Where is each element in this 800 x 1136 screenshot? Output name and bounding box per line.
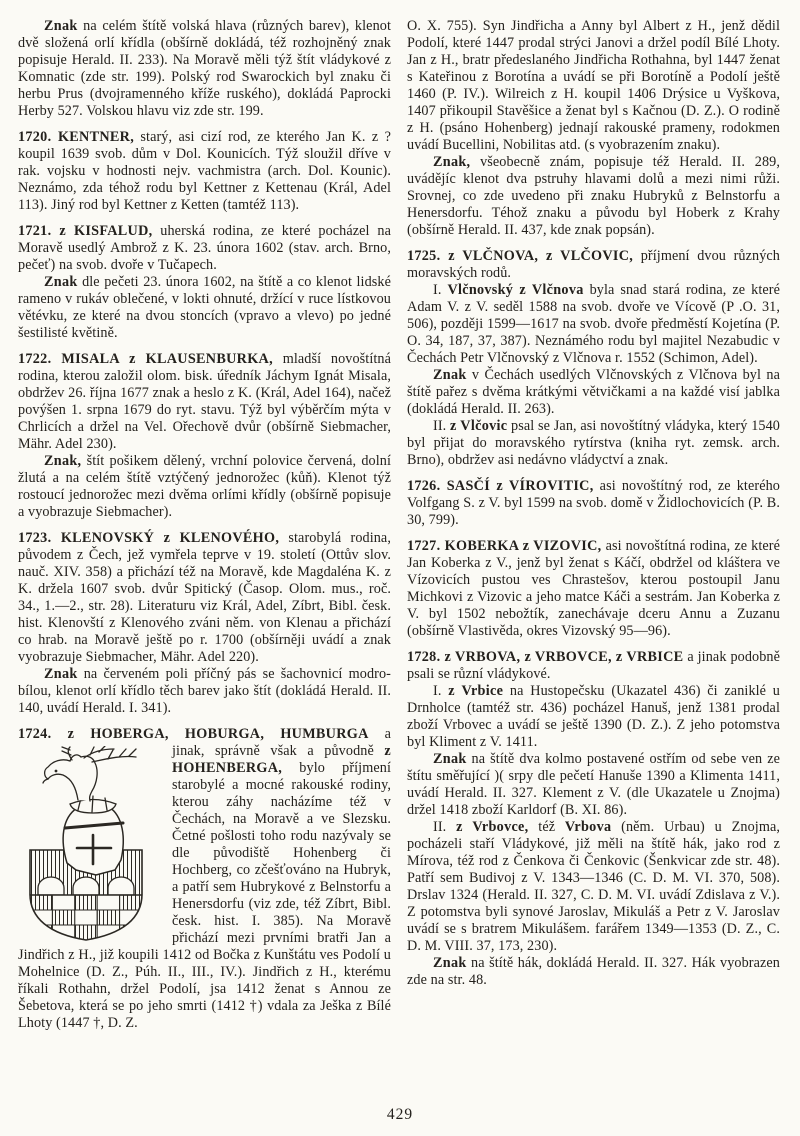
roman-numeral: II. bbox=[433, 819, 457, 835]
roman-numeral: I. bbox=[433, 683, 449, 699]
entry-1728-section-1 bbox=[407, 683, 780, 751]
paragraph-text: v Čechách usedlých Vlčnovských z Vlčnova byl na štítě pařez s dvěma krátkými větvičkami a na každé visí jablka (dokládá Herald. II. 263). bbox=[407, 367, 780, 417]
entry-1724-text: bylo příjmení starobylé a mocné rakouské rodiny, kterou záhy nacházíme též v Čechách, na Moravě a ve Slezsku. Četné pošlosti toho rodu nazývaly se dle původiště Hohenberg či Hochberg, co zčešťováno na Hubryk, a patří sem Hubrykové z Belnstorfu a Henersdorfu (viz zde, též Zíbrt, Bibl. česk. hist. I. 385). Na Moravě přichází mezi prvními bratři Jan a Jindřich z H., již koupili 1412 od Bočka z Kunštátu ves Podolí u Mohelnice (D. Z., Púh. II., III., IV.). Jindřich z H., kterému říkali Rothahn, držel Podolí, jsa 1412 ženat s Annou ze Šebetova, která se po jeho smrti (1412 †) vdala za Ješka z Bílé Lhoty (1447 †, D. Z. bbox=[18, 760, 391, 1031]
znak-lead: Znak, bbox=[44, 453, 82, 469]
entry-1724-heading-line bbox=[18, 726, 391, 743]
entry-1728-znak-1 bbox=[407, 751, 780, 819]
entry-1724-bold-hohenberga: z HOHENBERGA, bbox=[172, 743, 391, 776]
entry-1724-znak bbox=[407, 154, 780, 239]
entry-1724-body bbox=[18, 743, 391, 1032]
paragraph-text: na červeném poli příčný pás se šachovnicí modro-bílou, klenot orlí křídlo těch barev jako štít (dokládá Herald. II. 140, uvádí Herald. I. 341). bbox=[18, 666, 391, 716]
entry-1726-text: asi novoštítný rod, ze kterého Volfgang S. z V. byl 1599 na svob. domě v Židlochovicích (P. B. 30, 799). bbox=[407, 478, 780, 528]
page-number: 429 bbox=[386, 1106, 414, 1123]
entry-1728-section-2 bbox=[407, 819, 780, 955]
left-column bbox=[18, 18, 391, 1104]
entry-1725-section-2 bbox=[407, 418, 780, 469]
entry-1720-text: starý, asi cizí rod, ze kterého Jan K. z ? koupil 1639 svob. dům v Dol. Kounicích. Týž sloužil dříve v rak. vojsku v hodnosti nejv. vachmistra (arch. Dol. Kounic). Neznámo, zda téhož rodu byl Kettner z Kettenau (Král, Adel 113). Jiný rod byl Kettner z Ketten (tamtéž 113). bbox=[18, 129, 391, 213]
entry-1727-heading: 1727. KOBERKA z VIZOVIC, bbox=[407, 538, 602, 554]
stag-head-crest bbox=[43, 746, 136, 801]
helm bbox=[63, 803, 123, 875]
roman-numeral: I. bbox=[433, 282, 448, 298]
entry-1723-heading: 1723. KLENOVSKÝ z KLENOVÉHO, bbox=[18, 530, 280, 546]
entry-1723 bbox=[18, 530, 391, 666]
paragraph-text: na štítě dva kolmo postavené ostřím od sebe ven ze štítu směřující )( srpy dle pečetí Hanuše 1390 a Klimenta 1411, uvádí Herald. II. 327. Klement z V. (dle Ukazatele u Znojma) držel 1418 zboží Karldorf (B. XI. 86). bbox=[407, 751, 780, 818]
entry-1721-text: uherská rodina, ze které pocházel na Moravě usedlý Ambrož z K. 23. února 1602 (stav. arch. Brno, pečeť) na svob. dvoře v Tučapech. bbox=[18, 223, 391, 273]
entry-1723-text: starobylá rodina, původem z Čech, jež vymřela teprve v 19. století (Ottův slov. nauč. XIV. 358) a přichází též na Moravě, kde Magdaléna K. z K. držela 1607 svob. dvůr Spitický (Časop. Olom. mus., roč. 34., 1.—2., str. 28). Literaturu viz Král, Adel, Zíbrt, Bibl. česk. hist. Klenovští z Klenového zváni něm. von Klenau a přichází co hrab. na Moravě ještě po r. 1700 (obšírněji uvádí a znak vyobrazuje Siebmacher, Mähr. Adel 220). bbox=[18, 530, 391, 665]
entry-1725-heading: 1725. z VLČNOVA, z VLČOVIC, bbox=[407, 248, 634, 264]
znak-lead: Znak bbox=[433, 955, 467, 971]
znak-lead: Znak bbox=[44, 666, 78, 682]
right-column bbox=[407, 18, 780, 1104]
entry-1721 bbox=[18, 223, 391, 274]
znak-lead: Znak bbox=[44, 18, 78, 34]
entry-1724-heading: 1724. z HOBERGA, HOBURGA, HUMBURGA bbox=[18, 726, 369, 742]
paragraph-text: na celém štítě volská hlava (různých barev), klenot dvě složená orlí křídla (obšírně dokládá, též rozhojněný znak popisuje Herald. II. 233). Na Moravě měli týž štít vládykové z Komnatic (zde str. 199). Polský rod Swarockich byl znaku či herbu Prus (dvojramenného kříže ruského), dokládá Paprocki Herby 527. Volskou hlavu viz zde str. 199. bbox=[18, 18, 391, 119]
family-name-bold: Vlčnovský z Vlčnova bbox=[447, 282, 584, 298]
znak-lead: Znak bbox=[433, 367, 467, 383]
entry-1727 bbox=[407, 538, 780, 640]
paragraph-text: na štítě hák, dokládá Herald. II. 327. Hák vyobrazen zde na str. 48. bbox=[407, 955, 780, 988]
family-name-bold: z Vrbovce, bbox=[456, 819, 529, 835]
entry-1728-heading: 1728. z VRBOVA, z VRBOVCE, z VRBICE bbox=[407, 649, 684, 665]
paragraph-text: štít pošikem dělený, vrchní polovice červená, dolní žlutá a na celém štítě vztýčený jednorožec (kůň). Klenot týž rostoucí jednorožec mezi dvěma orlími křídly (obšírně popisuje a vyobrazuje Siebmacher). bbox=[18, 453, 391, 520]
entry-1721-heading: 1721. z KISFALUD, bbox=[18, 223, 153, 239]
coat-of-arms-group bbox=[30, 746, 142, 940]
entry-1728-znak-2 bbox=[407, 955, 780, 989]
roman-numeral: II. bbox=[433, 418, 451, 434]
entry-1728-text: a jinak podobně psali se různí vládykové. bbox=[407, 649, 780, 682]
entry-1724-text-pre: jinak, správně však a původně bbox=[172, 743, 385, 759]
entry-1720 bbox=[18, 129, 391, 214]
entry-1726 bbox=[407, 478, 780, 529]
torse bbox=[70, 796, 116, 813]
entry-1722-text: mladší novoštítná rodina, kterou založil olom. bisk. úředník Jáchym Ignát Misala, obdržev 26. října 1677 znak a heslo z K. (Král, Adel 164), načež povýšen 1. srpna 1679 do ryt. stavu. Týž byl výběrčím mýta v Chrlicích a držel na Vel. Ořechově dvůr (obšírně Siebmacher, Mähr. Adel 230). bbox=[18, 351, 391, 452]
entry-1725-znak bbox=[407, 367, 780, 418]
entry-1726-heading: 1726. SASČÍ z VÍROVITIC, bbox=[407, 478, 594, 494]
znak-lead: Znak, bbox=[433, 154, 471, 170]
entry-1720-heading: 1720. KENTNER, bbox=[18, 129, 135, 145]
paragraph-znak-continuation bbox=[18, 18, 391, 120]
paragraph-text: byla snad stará rodina, ze které Adam V. z V. seděl 1588 na svob. dvoře ve Vícově (P .O. 31, 506), později 1599—1617 na svob. dvoře předměstí Kojetína (P. O. 34, 187, 37, 387). Neznámého rodu byl majitel Nezabudic v Čechách Petr Vlčnovský z Vlčnova r. 1552 (Schimon, Adel). bbox=[407, 282, 780, 366]
entry-1728 bbox=[407, 649, 780, 683]
paragraph-1724-continuation bbox=[407, 18, 780, 154]
entry-1723-znak bbox=[18, 666, 391, 717]
znak-lead: Znak bbox=[44, 274, 78, 290]
entry-1724-heading-tail: a bbox=[368, 726, 391, 742]
paragraph-text: též bbox=[528, 819, 565, 835]
paragraph-text: psal se Jan, asi novoštítný vládyka, který 1540 byl přijat do moravského rytírstva (kniha ryt. zemsk. arch. Brno), obdržev asi nedávno vládyctví a znak. bbox=[407, 418, 780, 468]
entry-1722 bbox=[18, 351, 391, 453]
family-name-bold: z Vlčovic bbox=[450, 418, 508, 434]
paragraph-text: dle pečeti 23. února 1602, na štítě a co klenot lidské rameno v rukáv oblečené, v lokti ohnuté, držící v ruce lístkovou větévku, ze které na dvou stoncích (vpravo a vlevo) po jedné šestilisté květině. bbox=[18, 274, 391, 341]
family-name-bold: z Vrbice bbox=[448, 683, 504, 699]
entry-1727-text: asi novoštítná rodina, ze které Jan Koberka z V., jenž byl ženat s Káčí, obdržel od kláštera ve Vízovicích pustou ves Chrastešov, kterou postoupil Janu Michkovi z Vizovic a jeho matce Káči a sestrám. Jan Koberka z V. byl 1502 nebožtík, zanechávaje dceru Annu a Zuzanu (obšírně Vlastivěda, okres Vizovský 95—96). bbox=[407, 538, 780, 639]
text-columns bbox=[18, 18, 780, 1104]
entry-1725-text: příjmení dvou různých moravských rodů. bbox=[407, 248, 780, 281]
entry-1725 bbox=[407, 248, 780, 282]
entry-1721-znak bbox=[18, 274, 391, 342]
paragraph-text: na Hustopečsku (Ukazatel 436) či zaniklé u Drnholce (tamtéž str. 436) pocházel Hanuš, jenž 1381 prodal zboží Vrbovec a uvádí se ještě 1390 (D. Z.). Z jeho potomstva byl Kliment z V. 1411. bbox=[407, 683, 780, 750]
paragraph-text: (něm. Urbau) u Znojma, pocházeli staří Vládykové, již měli na štítě hák, jako rod z Mírova, též rod z Čenkova či Čenkovic (Šenkvicar zde str. 48). Patří sem Budivoj z V. 1343—1346 (C. D. M. VI. 370, 508). Drslav 1324 (Herald. II. 327, C. D. M. VI. uvádí Zdislava z V.). Z potomstva byli synové Jaroslav, Mikuláš a Petr z V. Jaroslav uvádí se s bratrem Mikulášem. farářem 1349—1353 (D. Z., C. D. M. VIII. 37, 173, 230). bbox=[407, 819, 780, 954]
paragraph-text: všeobecně znám, popisuje též Herald. II. 289, uvádějíc klenot dva pstruhy hlavami dolů a mezi nimi růži. Srovnej, co zde uvedeno při znaku Hubryků z Belnstorfu a Henersdorfu. Téhož znaku a původu byl Hoberk z Krahy (obšírně Herald. II. 437, kde znak popsán). bbox=[407, 154, 780, 238]
znak-lead: Znak bbox=[433, 751, 467, 767]
coat-of-arms-illustration bbox=[26, 746, 146, 942]
entry-1725-section-1 bbox=[407, 282, 780, 367]
entry-1722-heading: 1722. MISALA z KLAUSENBURKA, bbox=[18, 351, 273, 367]
entry-1722-znak bbox=[18, 453, 391, 521]
family-name-bold-2: Vrbova bbox=[564, 819, 612, 835]
paragraph-text: O. X. 755). Syn Jindřicha a Anny byl Albert z H., jenž dědil Podolí, které 1447 prodal strýci Janovi a držel podíl Bílé Lhoty. Jan z H., bratr předeslaného Jindřicha Rothahna, byl 1447 ženat s Kateřinou z Borotína a uvádí se při Borotíně a Podolí ještě 1460 (P. IV.). Wilreich z H. koupil 1406 Drýsice u Vyškova, 1407 přikoupil Stavěšice a ženat byl s Kačnou (D. Z.). O rodině z H. (psáno Hohenberg) jednají rakouské prameny, rodokmen uvádí Bucellini, Nobilitas atd. (s vyobrazením znaku). bbox=[407, 18, 780, 153]
